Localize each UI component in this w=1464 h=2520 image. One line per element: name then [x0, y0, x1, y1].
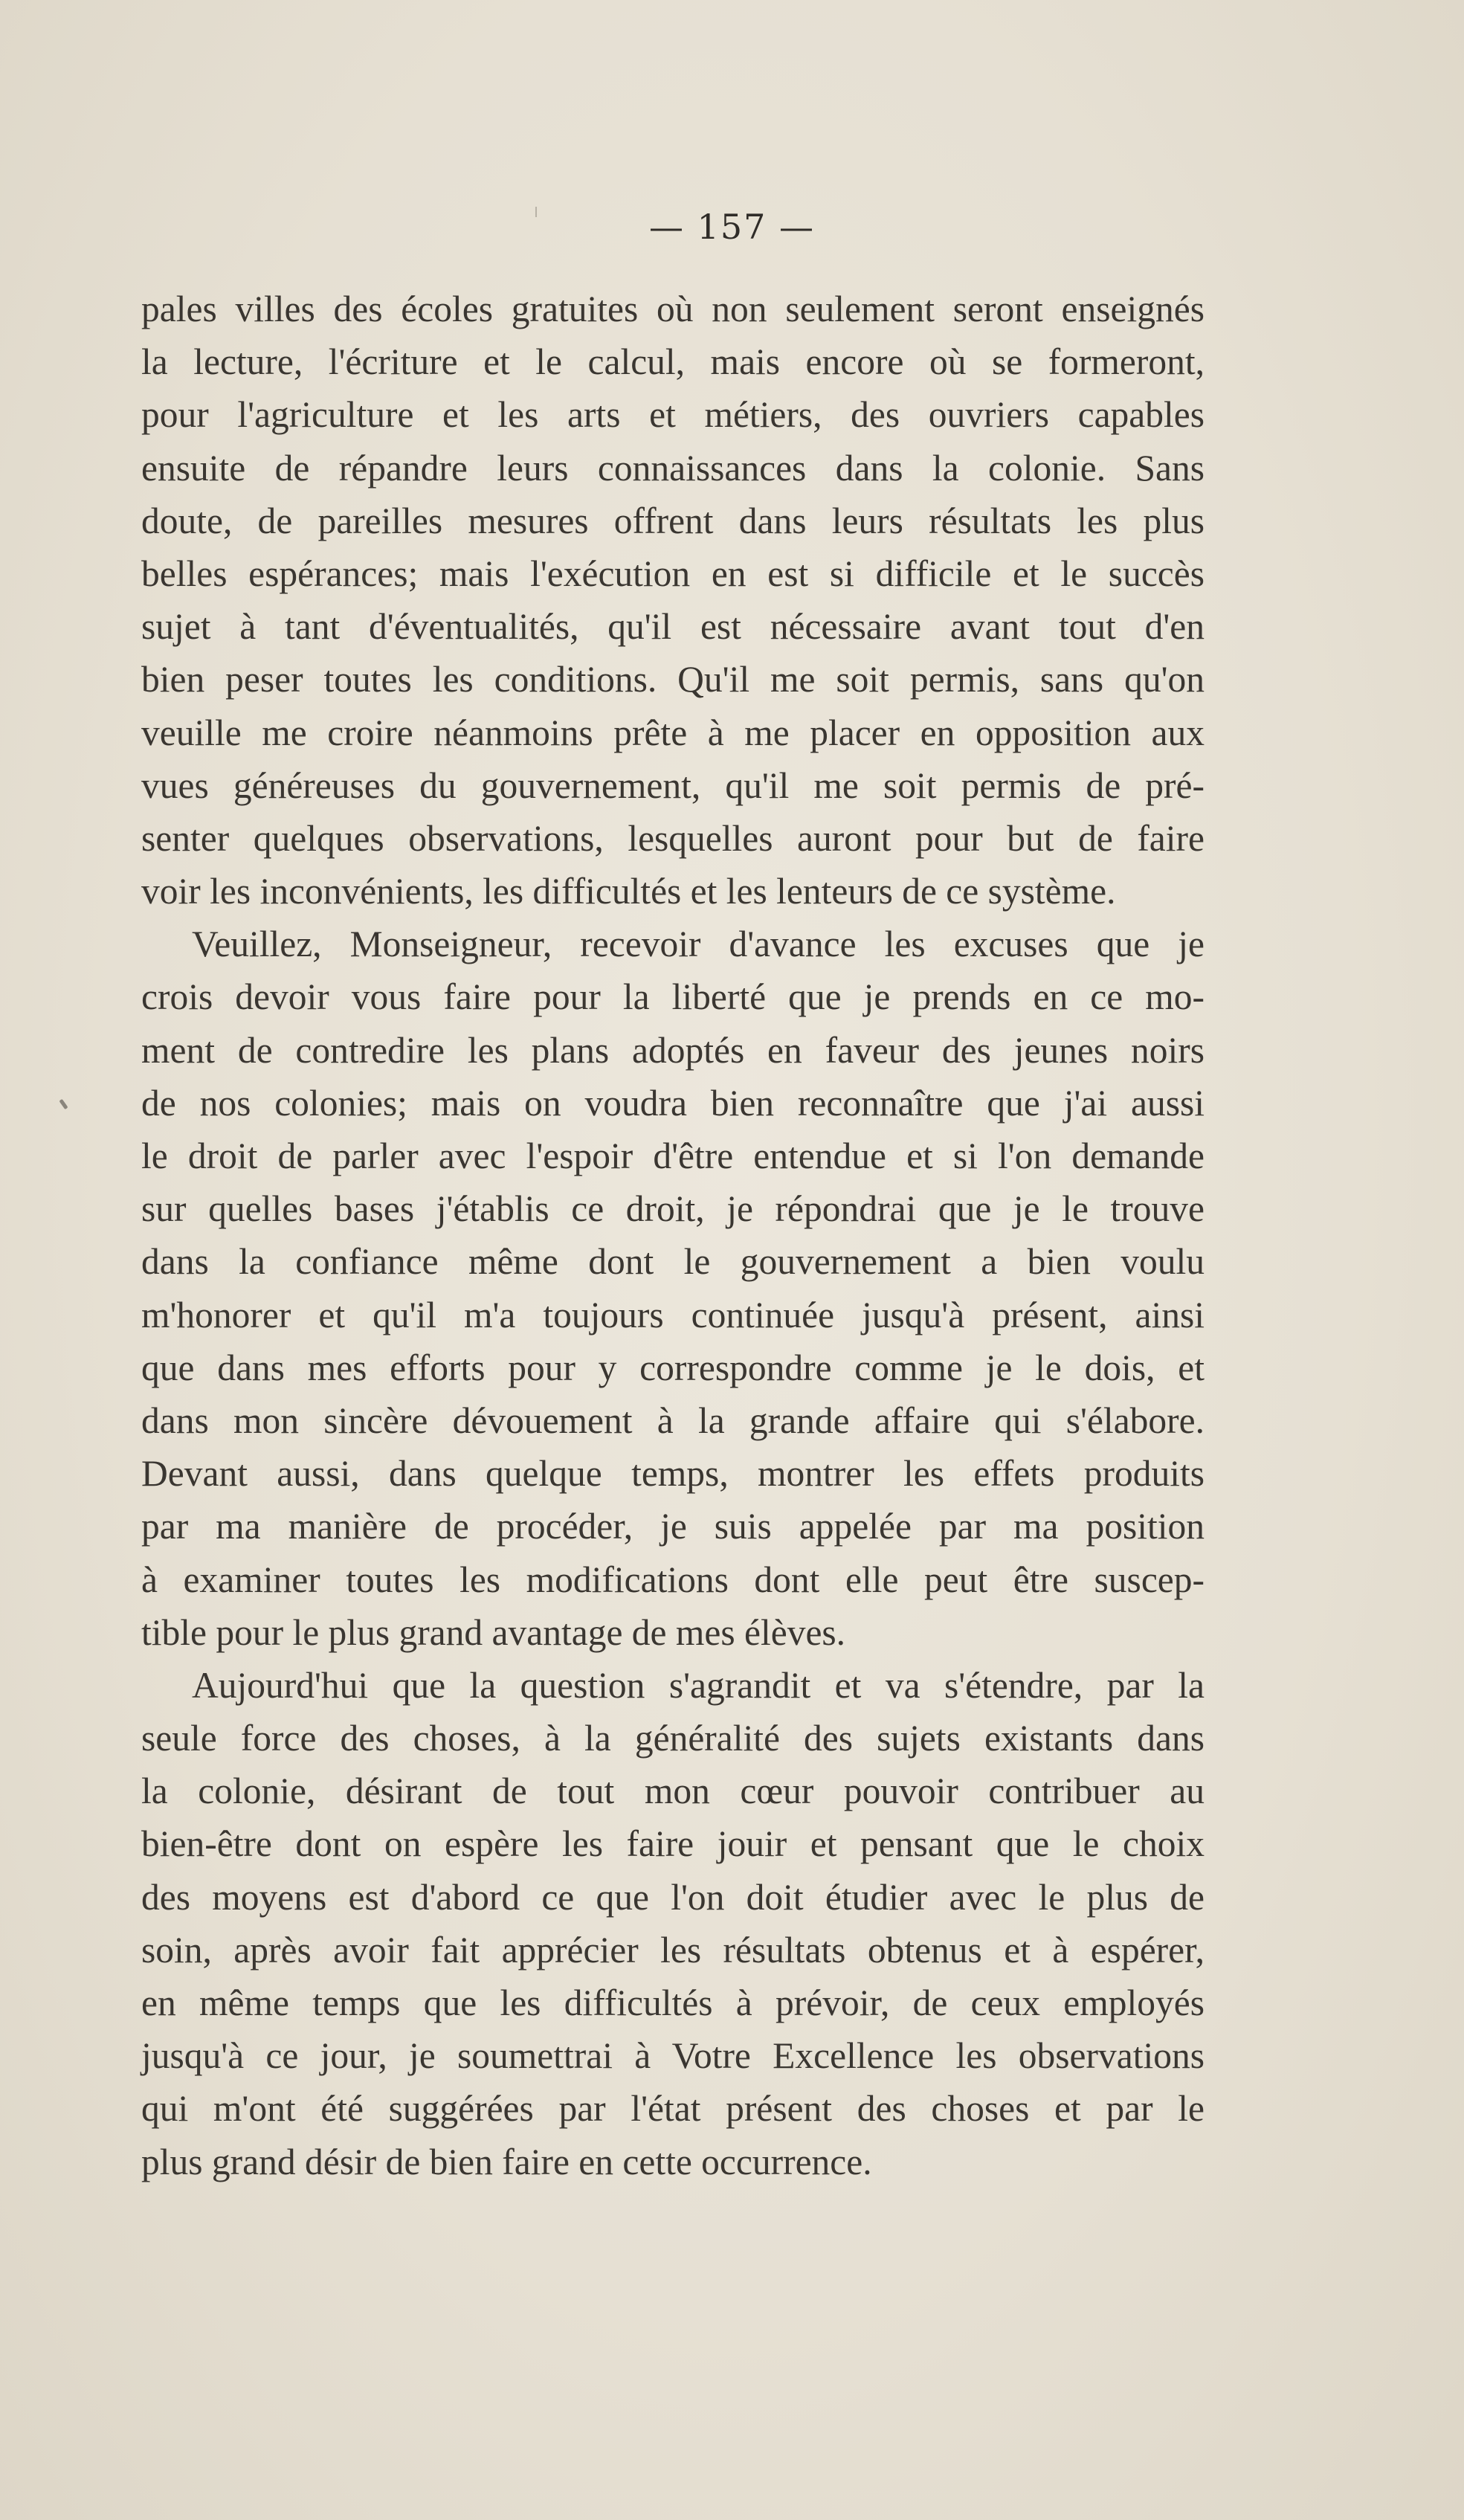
- text-line: ensuite de répandre leurs connaissances dans la colonie. Sans: [141, 447, 1205, 489]
- text-line: jusqu'à ce jour, je soumettrai à Votre Excellence les observations: [141, 2035, 1205, 2077]
- text-line: tible pour le plus grand avantage de mes élèves.: [141, 1611, 846, 1653]
- text-line: bien-être dont on espère les faire jouir et pensant que le choix: [141, 1823, 1205, 1865]
- text-line: crois devoir vous faire pour la liberté que je prends en ce mo-: [141, 976, 1205, 1018]
- text-line: m'honorer et qu'il m'a toujours continuée jusqu'à présent, ainsi: [141, 1294, 1205, 1335]
- paragraph-1: [141, 283, 1205, 918]
- text-line: voir les inconvénients, les difficultés et les lenteurs de ce système.: [141, 871, 1116, 912]
- text-line: par ma manière de procéder, je suis appelée par ma position: [141, 1506, 1205, 1547]
- paragraph-2: [141, 918, 1205, 1659]
- text-line: en même temps que les difficultés à prévoir, de ceux employés: [141, 1982, 1205, 2023]
- text-line: ment de contredire les plans adoptés en faveur des jeunes noirs: [141, 1029, 1205, 1071]
- text-line: que dans mes efforts pour y correspondre comme je le dois, et: [141, 1347, 1205, 1388]
- text-line: dans mon sincère dévouement à la grande affaire qui s'élabore.: [141, 1399, 1205, 1441]
- body-text: [141, 283, 1205, 2188]
- text-line: veuille me croire néanmoins prête à me placer en opposition aux: [141, 712, 1205, 753]
- margin-mark: [59, 1099, 68, 1109]
- text-line: le droit de parler avec l'espoir d'être entendue et si l'on demande: [141, 1135, 1205, 1176]
- text-line: plus grand désir de bien faire en cette occurrence.: [141, 2141, 872, 2182]
- text-line: belles espérances; mais l'exécution en est si difficile et le succès: [141, 552, 1205, 594]
- text-line: sur quelles bases j'établis ce droit, je répondrai que je le trouve: [141, 1188, 1205, 1230]
- text-line: dans la confiance même dont le gouvernement a bien voulu: [141, 1241, 1205, 1283]
- text-line: senter quelques observations, lesquelles auront pour but de faire: [141, 817, 1205, 859]
- paragraph-3: [141, 1659, 1205, 2188]
- text-line: à examiner toutes les modifications dont elle peut être suscep-: [141, 1559, 1205, 1600]
- text-line: seule force des choses, à la généralité des sujets existants dans: [141, 1718, 1205, 1759]
- text-line: soin, après avoir fait apprécier les résultats obtenus et à espérer,: [141, 1929, 1205, 1970]
- text-line: Veuillez, Monseigneur, recevoir d'avance les excuses que je: [192, 924, 1205, 965]
- text-line: la colonie, désirant de tout mon cœur pouvoir contribuer au: [141, 1770, 1205, 1812]
- text-line: la lecture, l'écriture et le calcul, mais encore où se formeront,: [141, 341, 1205, 383]
- text-line: pales villes des écoles gratuites où non seulement seront enseignés: [141, 289, 1205, 329]
- text-line: Aujourd'hui que la question s'agrandit et va s'étendre, par la: [192, 1664, 1205, 1706]
- page-number: — 157 —: [648, 207, 816, 247]
- text-line: de nos colonies; mais on voudra bien reconnaître que j'ai aussi: [141, 1082, 1205, 1124]
- text-line: bien peser toutes les conditions. Qu'il me soit permis, sans qu'on: [141, 659, 1205, 700]
- text-line: vues généreuses du gouvernement, qu'il me soit permis de pré-: [141, 764, 1205, 806]
- text-line: sujet à tant d'éventualités, qu'il est nécessaire avant tout d'en: [141, 606, 1205, 648]
- text-line: des moyens est d'abord ce que l'on doit étudier avec le plus de: [141, 1876, 1205, 1918]
- text-line: Devant aussi, dans quelque temps, montrer les effets produits: [141, 1453, 1205, 1495]
- text-line: qui m'ont été suggérées par l'état présent des choses et par le: [141, 2088, 1205, 2130]
- text-line: doute, de pareilles mesures offrent dans leurs résultats les plus: [141, 500, 1205, 541]
- text-line: pour l'agriculture et les arts et métiers, des ouvriers capables: [141, 394, 1205, 436]
